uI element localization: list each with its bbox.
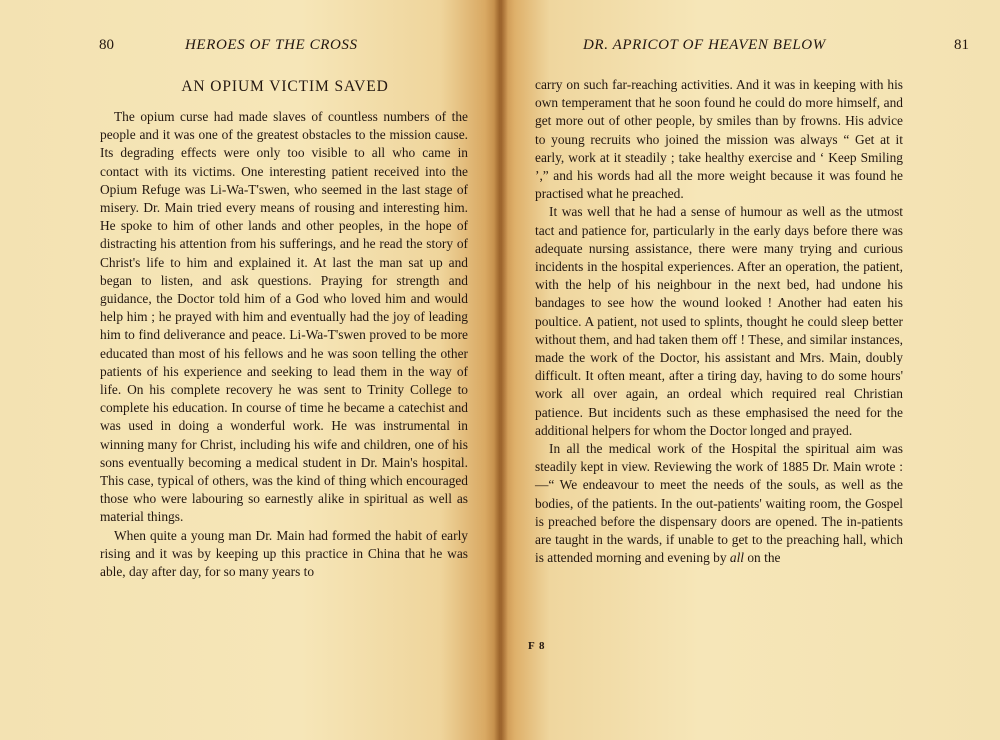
- italic-emphasis: all: [729, 550, 745, 566]
- right-page-number: 81: [954, 37, 969, 53]
- body-paragraph: It was well that he had a sense of humour as well as the utmost tact and patience for, particularly in the early days before there was adequate nursing assistance, there were many trying and curious incidents in the hospital experiences. After an operation, the patient, with the help of his neighbour in the next bed, had undone his bandages to see how the wound looked ! Another had eaten his poultice. A patient, not used to splints, thought he could sleep better without them, and had taken them off ! These, and similar instances, made the work of the Doctor, his assistant and Mrs. Main, doubly difficult. It often meant, after a tiring day, having to do some hours' work all over again, an ordeal which required real Christian patience. But incidents such as these emphasised the need for the additional helpers for whom the Doctor longed and prayed.: [535, 204, 903, 438]
- paragraph-text: In all the medical work of the Hospital the spiritual aim was steadily kept in view. Reviewing the work of 1885 Dr. Main wrote :—“ We endeavour to meet the needs of the souls, as well as the bodies, of the patients. In the out-patients' waiting room, the Gospel is preached before the dispensary doors are opened. The in-patients are taught in the wards, if unable to get to the preaching hall, which is attended morning and evening by: [535, 441, 903, 566]
- body-paragraph: When quite a young man Dr. Main had formed the habit of early rising and it was by keeping up this practice in China that he was able, day after day, for so many years to: [100, 527, 468, 580]
- right-page: [500, 0, 1000, 740]
- signature-mark: F 8: [528, 640, 546, 652]
- body-paragraph: [535, 440, 903, 567]
- left-body-text: [100, 108, 468, 581]
- section-title: AN OPIUM VICTIM SAVED: [181, 78, 389, 95]
- body-paragraph: The opium curse had made slaves of countless numbers of the people and it was one of the greatest obstacles to the mission cause. Its degrading effects were only too visible to all who came in contact with its victims. One interesting patient received into the Opium Refuge was Li-Wa-T'swen, who seemed in the last stage of misery. Dr. Main tried every means of rousing and interesting him. He spoke to him of other lands and other peoples, in the hope of distracting his attention from his sufferings, and he read the story of Christ's life to him and explained it. At last the man sat up and began to listen, and ask questions. Praying for strength and guidance, the Doctor told him of a God who loved him and would help him ; he prayed with him and eventually had the joy of leading him to find deliverance and peace. Li-Wa-T'swen proved to be more educated than most of his fellows and he was soon telling the other patients of his experience and seeking to lead them in the way of life. On his complete recovery he was sent to Trinity College to complete his education. In course of time he became a catechist and was used in doing a wonderful work. He was instrumental in winning many for Christ, including his wife and children, one of his sons eventually becoming a medical student in Dr. Main's hospital. This case, typical of others, was the kind of thing which encouraged those who were labouring so earnestly alike in spiritual as well as material things.: [100, 109, 468, 525]
- right-body-text: [535, 76, 903, 567]
- right-running-head-title: DR. APRICOT OF HEAVEN BELOW: [583, 37, 826, 53]
- book-gutter: [494, 0, 508, 740]
- paragraph-text: on the: [744, 550, 781, 566]
- continued-paragraph: carry on such far-reaching activities. And it was in keeping with his own temperament that he soon found he could do more himself, and get more out of other people, by smiles than by frowns. His advice to young recruits who joined the mission was always “ Get at it early, work at it steadily ; take healthy exercise and ‘ Keep Smiling ’,” and his words had all the more weight because it was found he practised what he preached.: [535, 77, 903, 202]
- left-running-head-title: HEROES OF THE CROSS: [185, 37, 358, 53]
- left-page-number: 80: [99, 37, 114, 53]
